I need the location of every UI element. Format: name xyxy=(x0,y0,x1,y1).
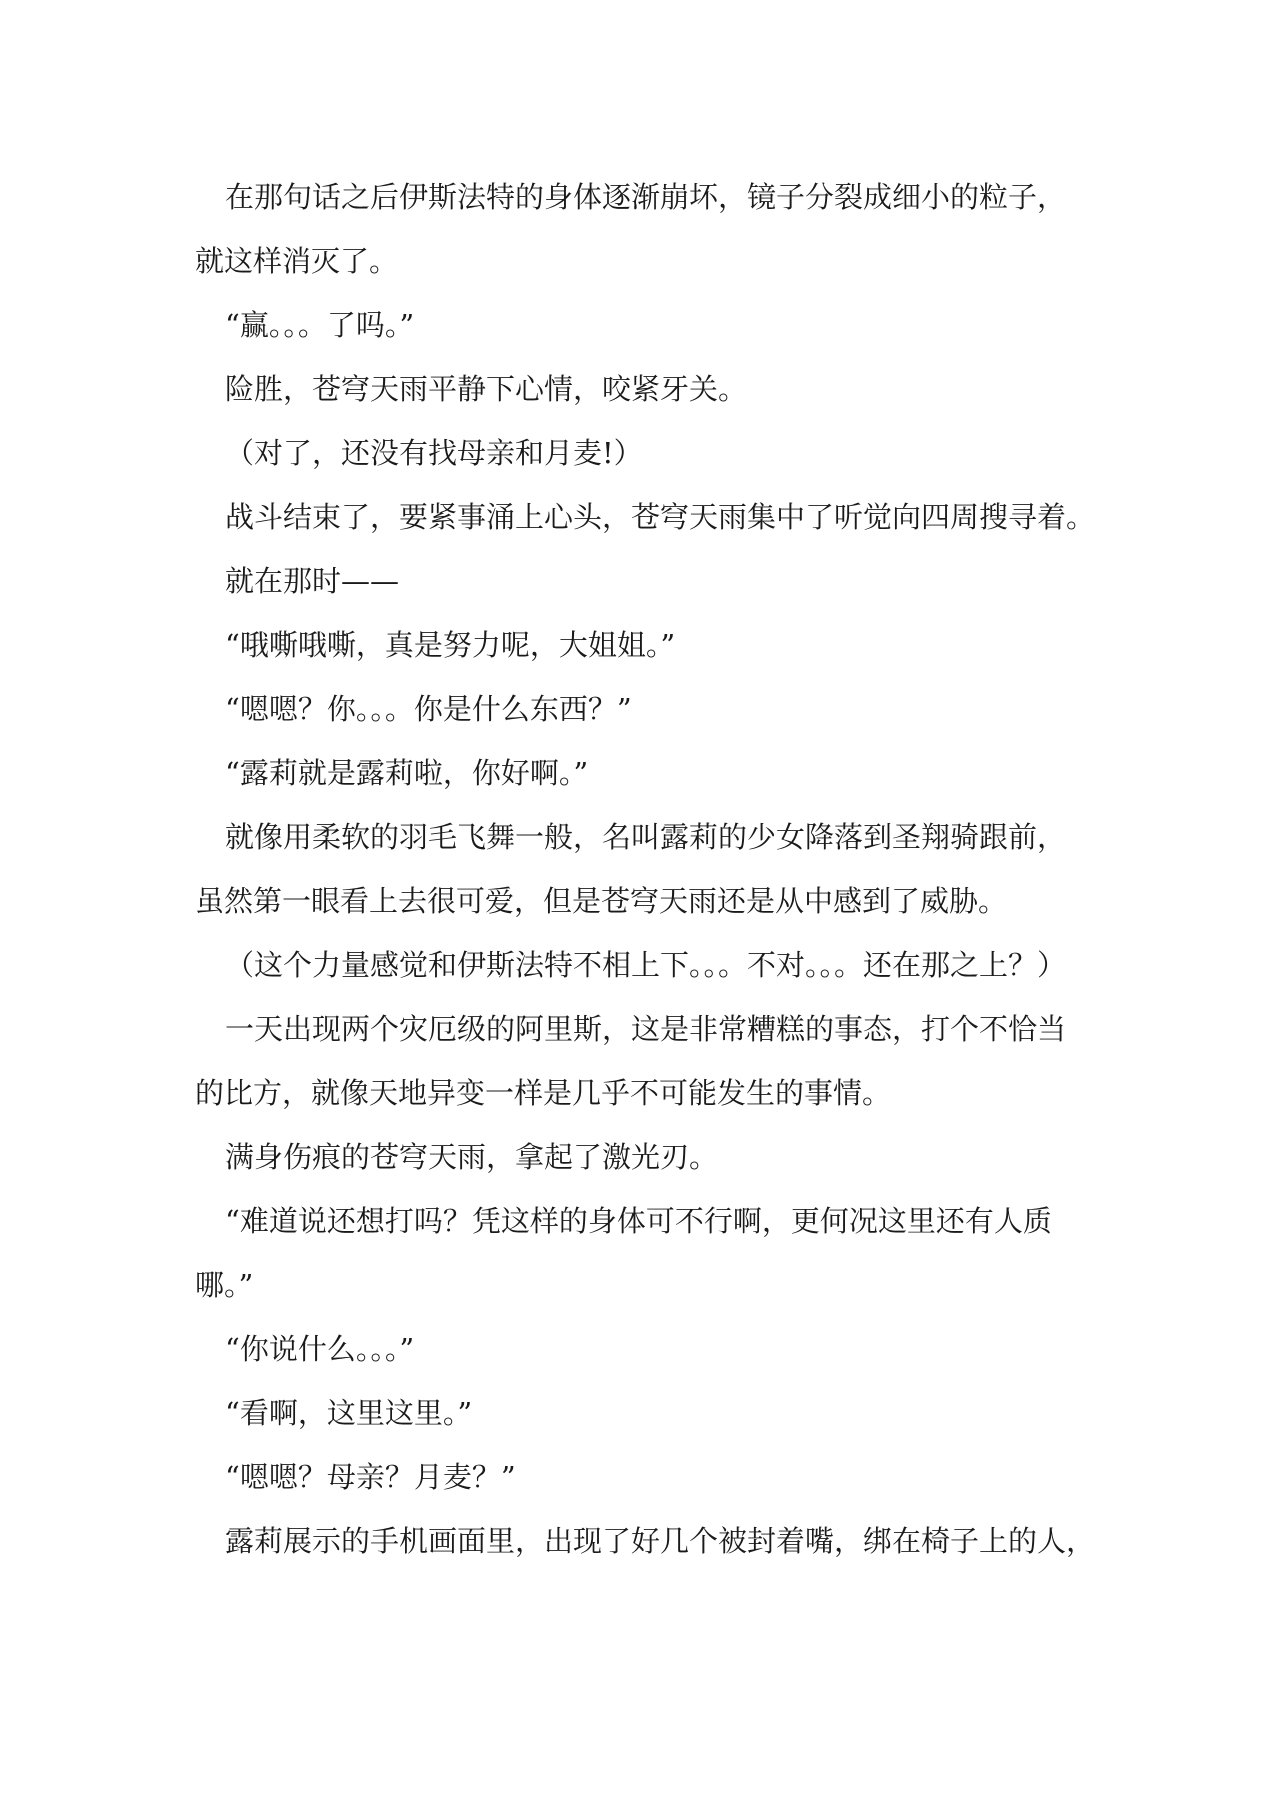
text-line: 战斗结束了，要紧事涌上心头，苍穹天雨集中了听觉向四周搜寻着。 xyxy=(225,500,1096,534)
text-line: “露莉就是露莉啦，你好啊。” xyxy=(225,756,589,790)
text-line: 哪。” xyxy=(195,1268,254,1302)
text-line: “嗯嗯？你。。。你是什么东西？” xyxy=(225,692,632,726)
text-line: 险胜，苍穹天雨平静下心情，咬紧牙关。 xyxy=(225,372,748,406)
text-line: 露莉展示的手机画面里，出现了好几个被封着嘴，绑在椅子上的人， xyxy=(225,1524,1096,1558)
text-line: “赢。。。了吗。” xyxy=(225,308,415,342)
text-line: 就像用柔软的羽毛飞舞一般，名叫露莉的少女降落到圣翔骑跟前， xyxy=(225,820,1067,854)
body-text xyxy=(195,165,1095,1573)
text-line: 一天出现两个灾厄级的阿里斯，这是非常糟糕的事态，打个不恰当 xyxy=(225,1012,1067,1046)
text-line: 的比方，就像天地异变一样是几乎不可能发生的事情。 xyxy=(195,1076,892,1110)
text-line: 就这样消灭了。 xyxy=(195,244,399,278)
text-line: 满身伤痕的苍穹天雨，拿起了激光刃。 xyxy=(225,1140,719,1174)
text-line: 虽然第一眼看上去很可爱，但是苍穹天雨还是从中感到了威胁。 xyxy=(195,884,1008,918)
text-line: 就在那时—— xyxy=(225,564,400,598)
text-line: “你说什么。。。” xyxy=(225,1332,415,1366)
text-line: 在那句话之后伊斯法特的身体逐渐崩坏，镜子分裂成细小的粒子， xyxy=(225,180,1067,214)
text-line: “哦嘶哦嘶，真是努力呢，大姐姐。” xyxy=(225,628,676,662)
text-line: （这个力量感觉和伊斯法特不相上下。。。不对。。。还在那之上？） xyxy=(225,948,1067,982)
text-line: “难道说还想打吗？凭这样的身体可不行啊，更何况这里还有人质 xyxy=(225,1204,1052,1238)
text-line: “看啊，这里这里。” xyxy=(225,1396,473,1430)
text-line: “嗯嗯？母亲？月麦？” xyxy=(225,1460,516,1494)
text-line: （对了，还没有找母亲和月麦!） xyxy=(225,436,643,470)
